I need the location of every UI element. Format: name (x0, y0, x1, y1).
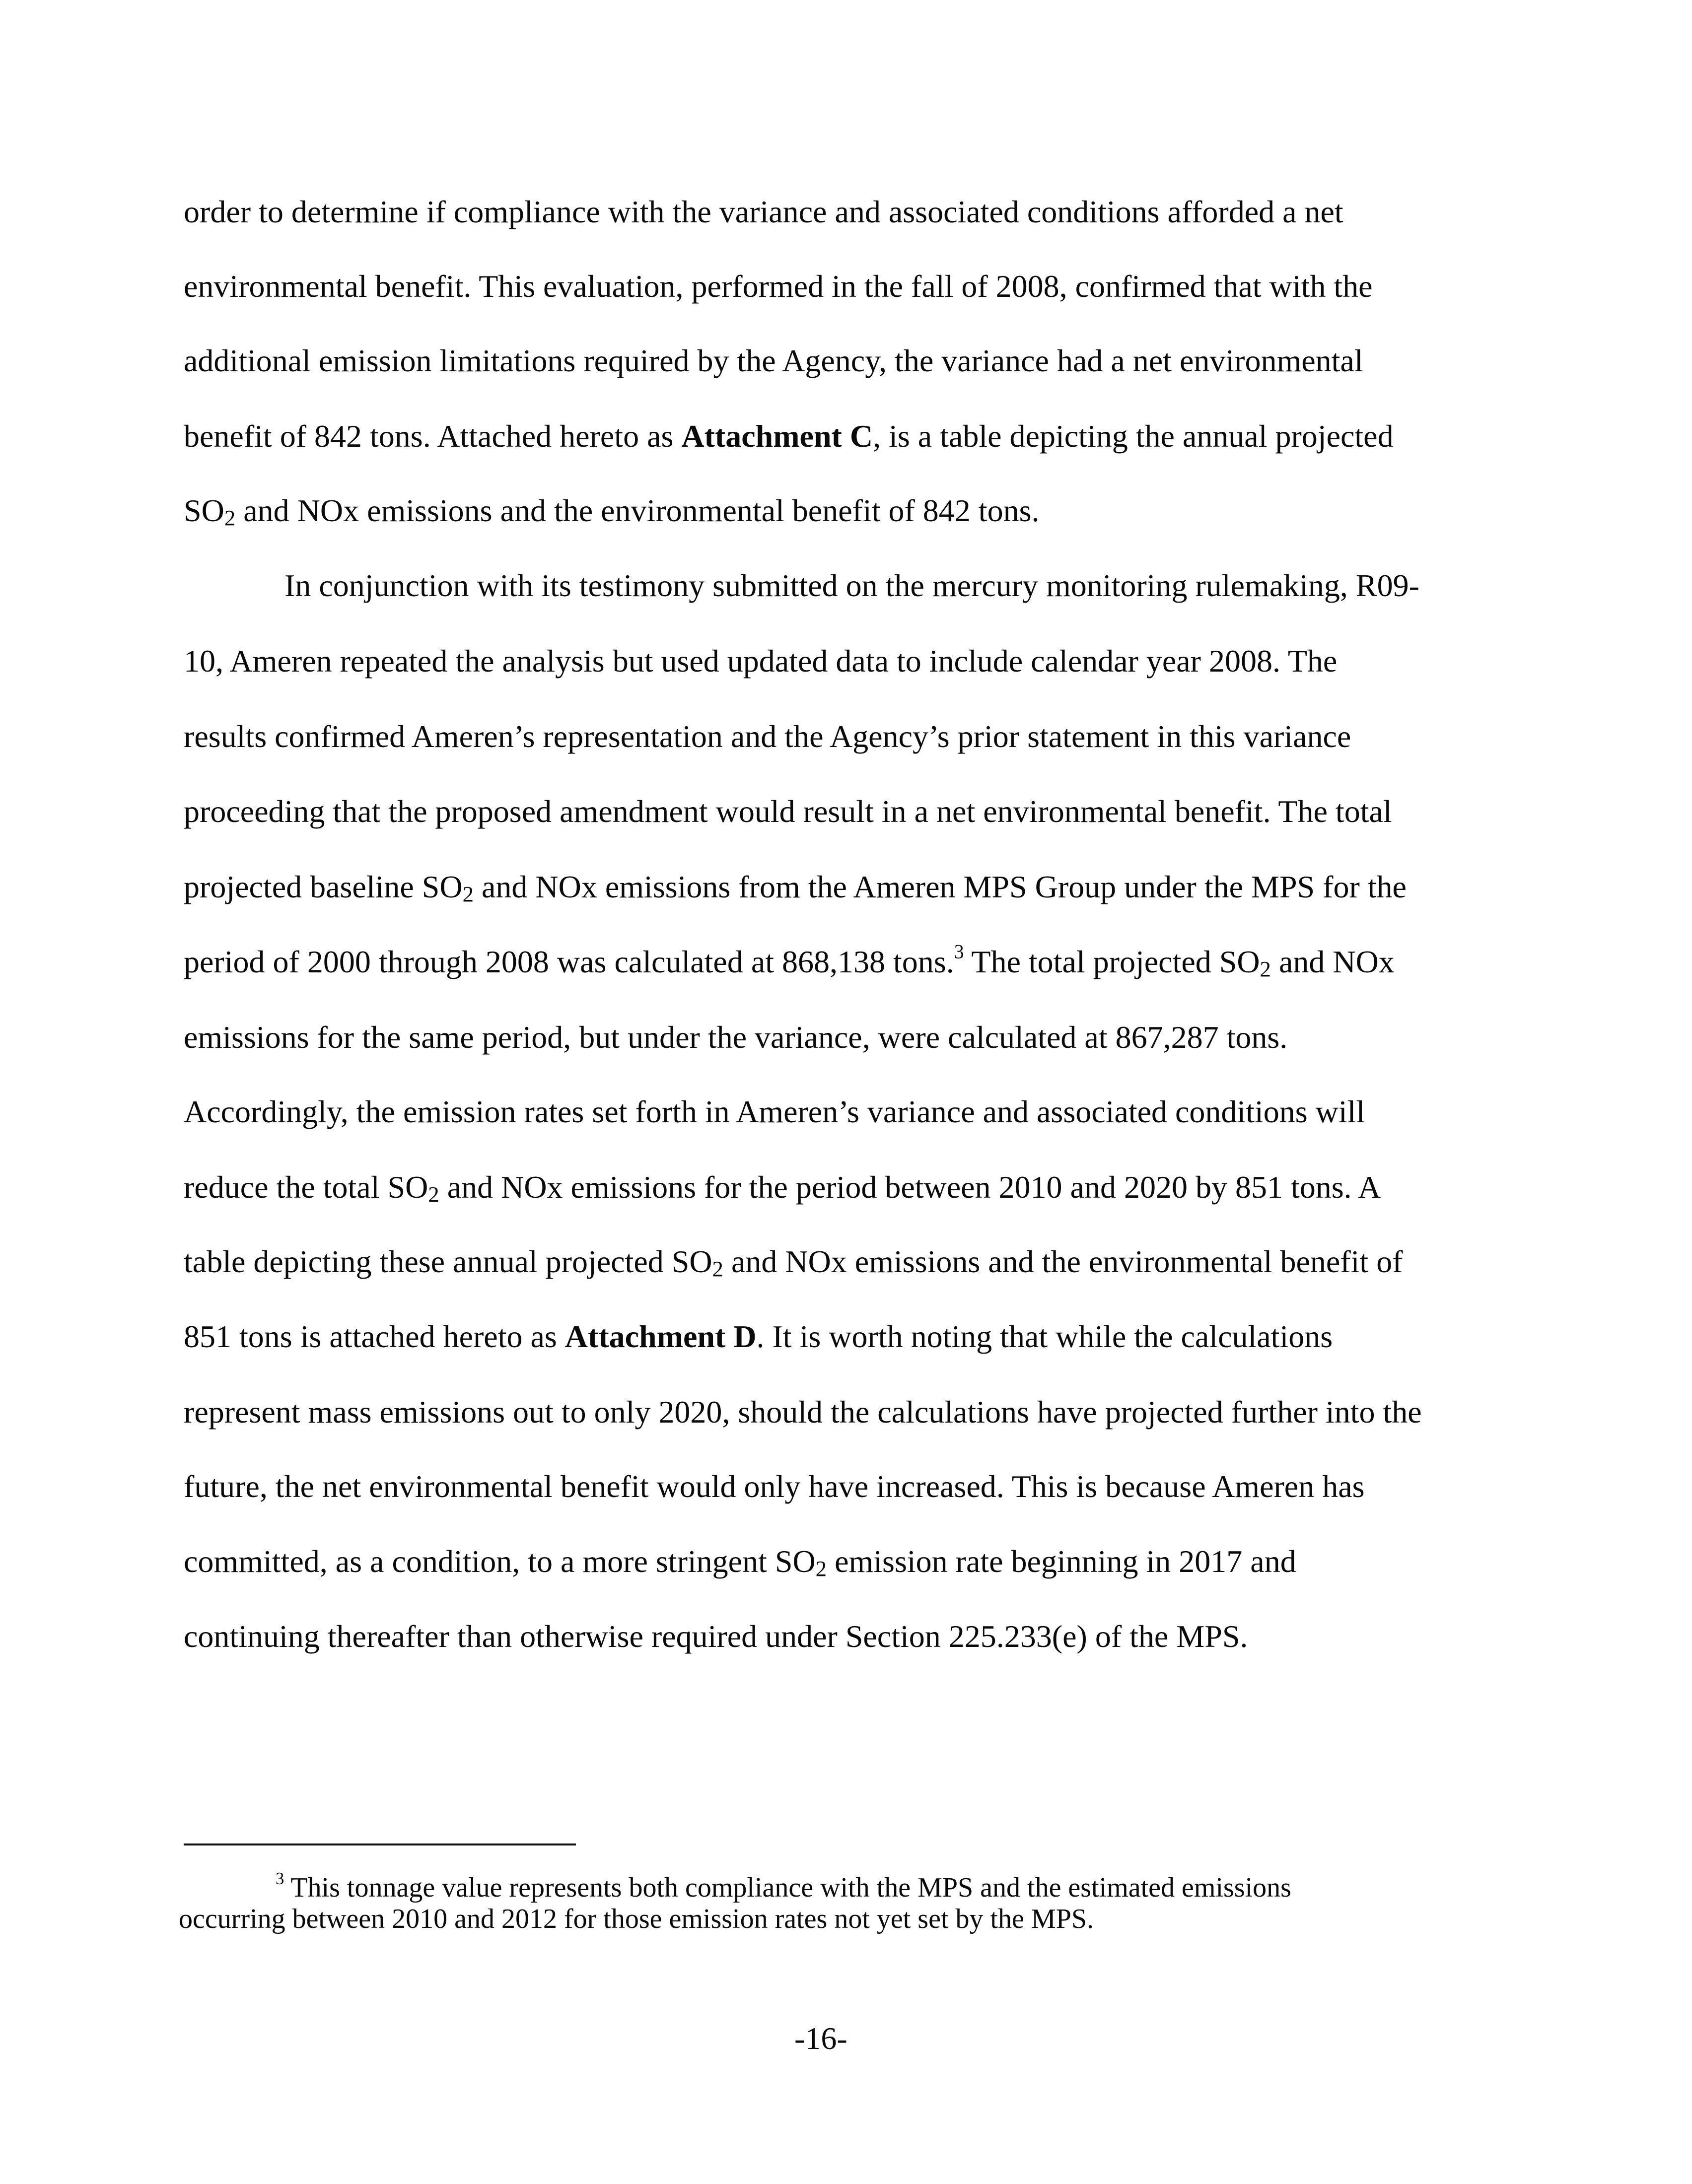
body-line: results confirmed Ameren’s representation and the Agency’s prior statement in this variance (184, 719, 1351, 754)
page-number: -16- (794, 2021, 847, 2056)
body-line: committed, as a condition, to a more stringent $SO_2$ emission rate beginning in 2017 and (184, 1544, 1296, 1581)
body-line: $SO_2$ and NOx emissions and the environmental benefit of 842 tons. (184, 493, 1040, 531)
footnote-marker: 3 (276, 1869, 284, 1889)
body-line: proceeding that the proposed amendment would result in a net environmental benefit. The total (184, 794, 1392, 829)
body-line: Accordingly, the emission rates set forth in Ameren’s variance and associated conditions will (184, 1094, 1365, 1129)
body-line: reduce the total $SO_2$ and NOx emissions for the period between 2010 and 2020 by 851 tons. A (184, 1169, 1381, 1207)
body-line: represent mass emissions out to only 2020, should the calculations have projected further into the (184, 1394, 1422, 1430)
body-line: 851 tons is attached hereto as Attachment D. It is worth noting that while the calculations (184, 1319, 1333, 1354)
footnote-reference-3: 3 (954, 941, 964, 963)
body-line: benefit of 842 tons. Attached hereto as Attachment C, is a table depicting the annual projected (184, 418, 1394, 454)
footnote-separator (184, 1843, 576, 1845)
body-line: projected baseline $SO_2$ and NOx emissions from the Ameren MPS Group under the MPS for the (184, 869, 1407, 907)
body-line: 10, Ameren repeated the analysis but used updated data to include calendar year 2008. The (184, 643, 1338, 679)
footnote-line: $^3$ This tonnage value represents both compliance with the MPS and the estimated emissions (276, 1869, 1291, 1903)
body-line: order to determine if compliance with the variance and associated conditions afforded a net (184, 194, 1343, 229)
body-line: future, the net environmental benefit would only have increased. This is because Ameren has (184, 1469, 1365, 1504)
body-line: additional emission limitations required by the Agency, the variance had a net environmental (184, 343, 1363, 378)
body-line: In conjunction with its testimony submitted on the mercury monitoring rulemaking, R09- (284, 568, 1419, 603)
attachment-c-reference: Attachment C (681, 418, 873, 454)
footnote-line: occurring between 2010 and 2012 for those emission rates not yet set by the MPS. (179, 1904, 1094, 1934)
body-line: emissions for the same period, but under the variance, were calculated at 867,287 tons. (184, 1020, 1288, 1055)
body-line: period of 2000 through 2008 was calculated at 868,138 tons.$^3$ The total projected $SO_2$ and NOx (184, 941, 1395, 982)
body-line: environmental benefit. This evaluation, performed in the fall of 2008, confirmed that with the (184, 269, 1373, 304)
body-line: continuing thereafter than otherwise required under Section 225.233(e) of the MPS. (184, 1619, 1248, 1654)
attachment-d-reference: Attachment D (564, 1319, 757, 1354)
body-line: table depicting these annual projected $SO_2$ and NOx emissions and the environmental benefit of (184, 1244, 1403, 1282)
